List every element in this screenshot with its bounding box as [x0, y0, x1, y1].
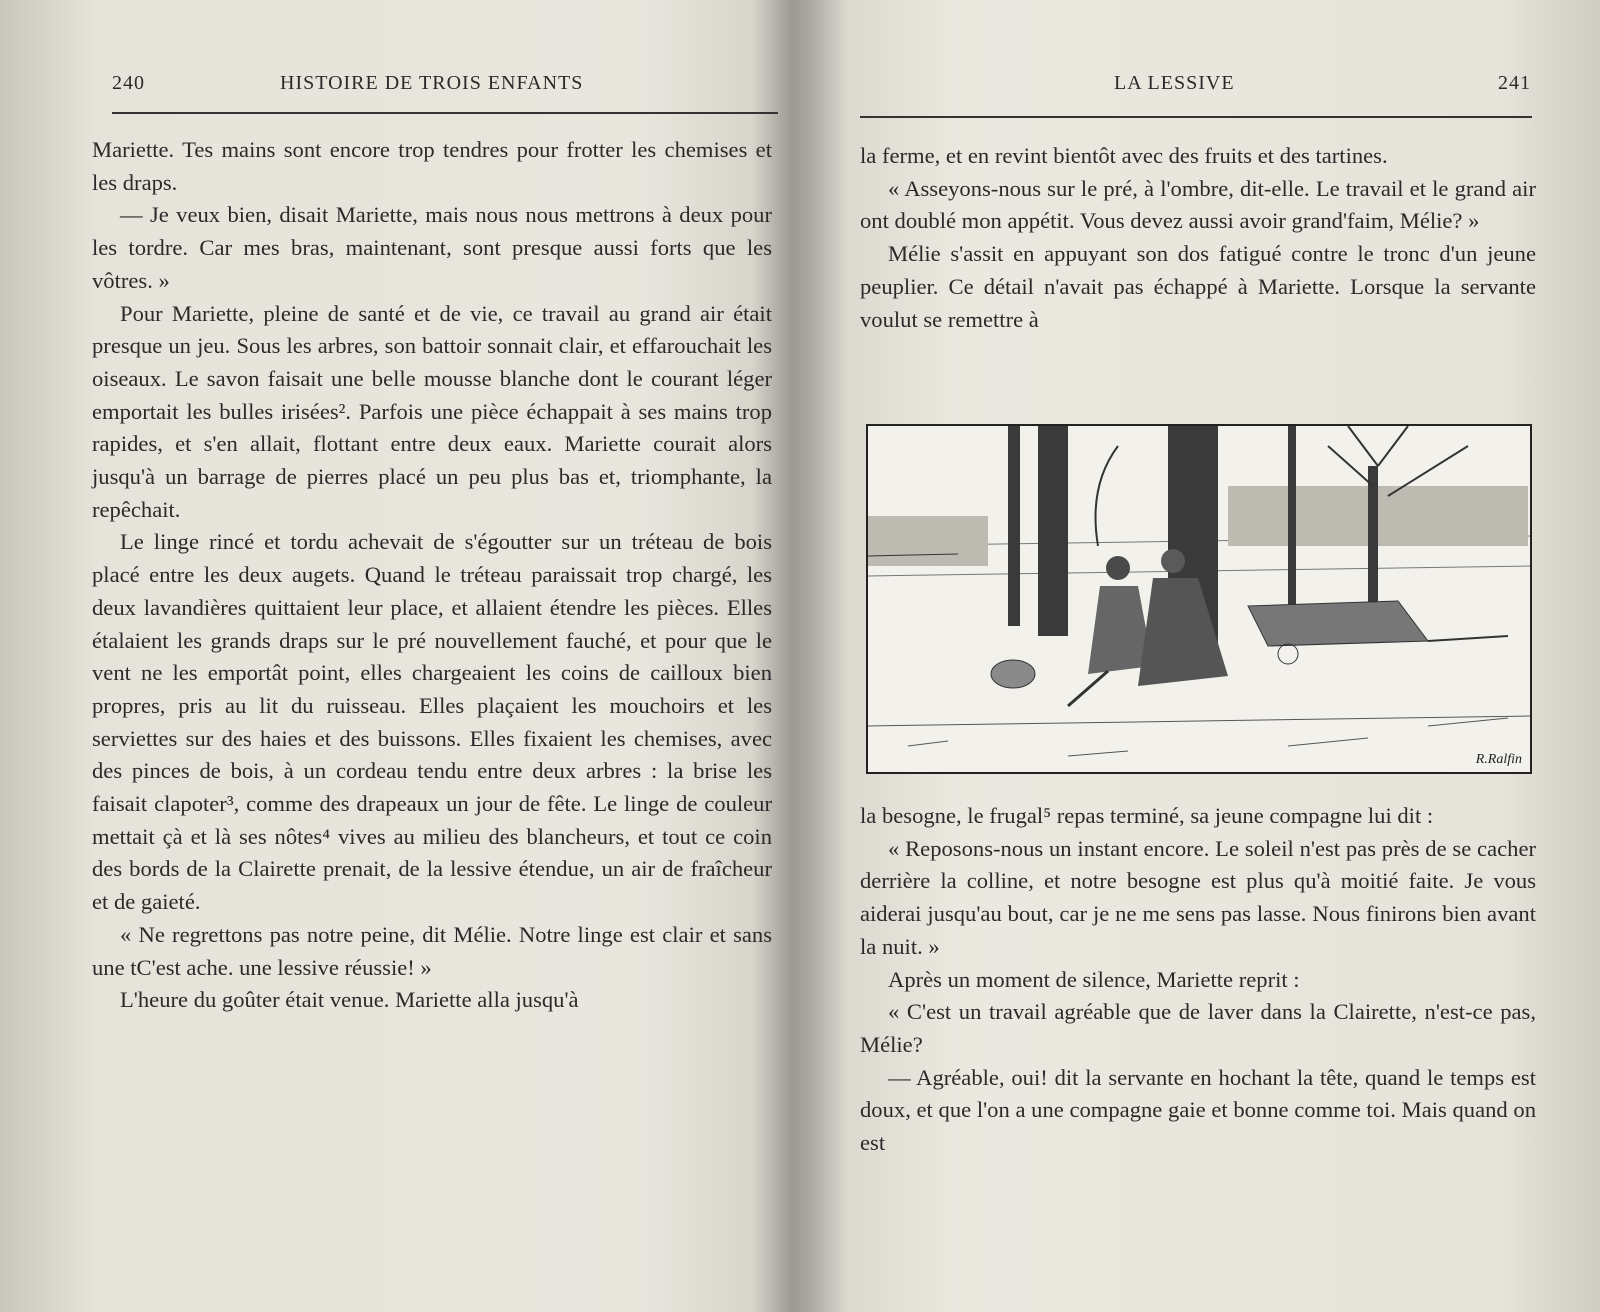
- paragraph: « Ne regrettons pas notre peine, dit Mélie. Notre linge est clair et sans une tC'est ache. une lessive réussie! »: [92, 921, 772, 980]
- paragraph: — Agréable, oui! dit la servante en hochant la tête, quand le temps est doux, et que l'on a une compagne gaie et bonne comme toi. Mais quand on est: [860, 1064, 1536, 1156]
- running-head-left: HISTOIRE DE TROIS ENFANTS: [280, 72, 584, 94]
- right-page-text-bottom: [860, 800, 1536, 1160]
- engraving-drawing: [868, 426, 1530, 772]
- paragraph: « C'est un travail agréable que de laver dans la Clairette, n'est-ce pas, Mélie?: [860, 999, 1536, 1057]
- header-rule-right: [860, 116, 1532, 118]
- paragraph: Le linge rincé et tordu achevait de s'égoutter sur un tréteau de bois placé entre les deux augets. Quand le tréteau paraissait trop chargé, les deux lavandières quittaient leur place, et allaient étendre les pièces. Elles étalaient les grands draps sur le pré nouvellement fauché, et pour que le vent ne les emportât point, elles chargeaient les coins de cailloux bien propres, pris au lit du ruisseau. Elles plaçaient les mouchoirs et les serviettes sur des haies et des buissons. Elles fixaient les chemises, avec des pinces de bois, à un cordeau tendu entre deux arbres : la brise les faisait clapoter³, comme des drapeaux un jour de fête. Le linge de couleur mettait çà et là ses nôtes⁴ vives au milieu des blancheurs, et tout ce coin des bords de la Clairette prenait, de la lessive étendue, un air de fraîcheur et de gaieté.: [92, 529, 772, 915]
- paragraph: la ferme, et en revint bientôt avec des fruits et des tartines.: [860, 143, 1388, 168]
- left-page-text: [92, 134, 772, 1017]
- illustration-women-under-tree: [866, 424, 1532, 774]
- right-page-text-top: [860, 140, 1536, 336]
- paragraph: « Asseyons-nous sur le pré, à l'ombre, dit-elle. Le travail et le grand air ont doublé mon appétit. Vous devez aussi avoir grand'faim, Mélie? »: [860, 175, 1536, 234]
- paragraph: L'heure du goûter était venue. Mariette alla jusqu'à: [120, 987, 579, 1013]
- page-number-right: 241: [1498, 72, 1531, 94]
- paragraph: Pour Mariette, pleine de santé et de vie, ce travail au grand air était presque un jeu. Sous les arbres, son battoir sonnait clair, et effarouchait les oiseaux. Le savon faisait une belle mousse blanche dont le courant léger emportait les bulles irisées². Parfois une pièce échappait à ses mains trop rapides, et s'en allait, flottant entre deux eaux. Mariette courait alors jusqu'à un barrage de pierres placé un peu plus bas et, triomphante, la repêchait.: [92, 300, 772, 522]
- header-rule-left: [112, 112, 778, 114]
- paragraph: « Reposons-nous un instant encore. Le soleil n'est pas près de se cacher derrière la colline, et notre besogne est plus qu'à moitié faite. Je vous aiderai jusqu'au bout, car je ne me sens pas lasse. Nous finirons bien avant la nuit. »: [860, 835, 1536, 959]
- running-head-right: LA LESSIVE: [1114, 72, 1235, 94]
- paragraph: Après un moment de silence, Mariette reprit :: [888, 966, 1300, 992]
- paragraph: Mélie s'assit en appuyant son dos fatigué contre le tronc d'un jeune peuplier. Ce détail n'avait pas échappé à Mariette. Lorsque la servante voulut se remettre à: [860, 241, 1536, 332]
- page-number-left: 240: [112, 72, 145, 94]
- paragraph: Mariette. Tes mains sont encore trop tendres pour frotter les chemises et les draps.: [92, 137, 772, 195]
- illustration-signature: R.Ralfin: [1475, 752, 1522, 767]
- paragraph: la besogne, le frugal⁵ repas terminé, sa jeune compagne lui dit :: [860, 803, 1434, 828]
- paragraph: — Je veux bien, disait Mariette, mais nous nous mettrons à deux pour les tordre. Car mes bras, maintenant, sont presque aussi forts que les vôtres. »: [92, 202, 772, 293]
